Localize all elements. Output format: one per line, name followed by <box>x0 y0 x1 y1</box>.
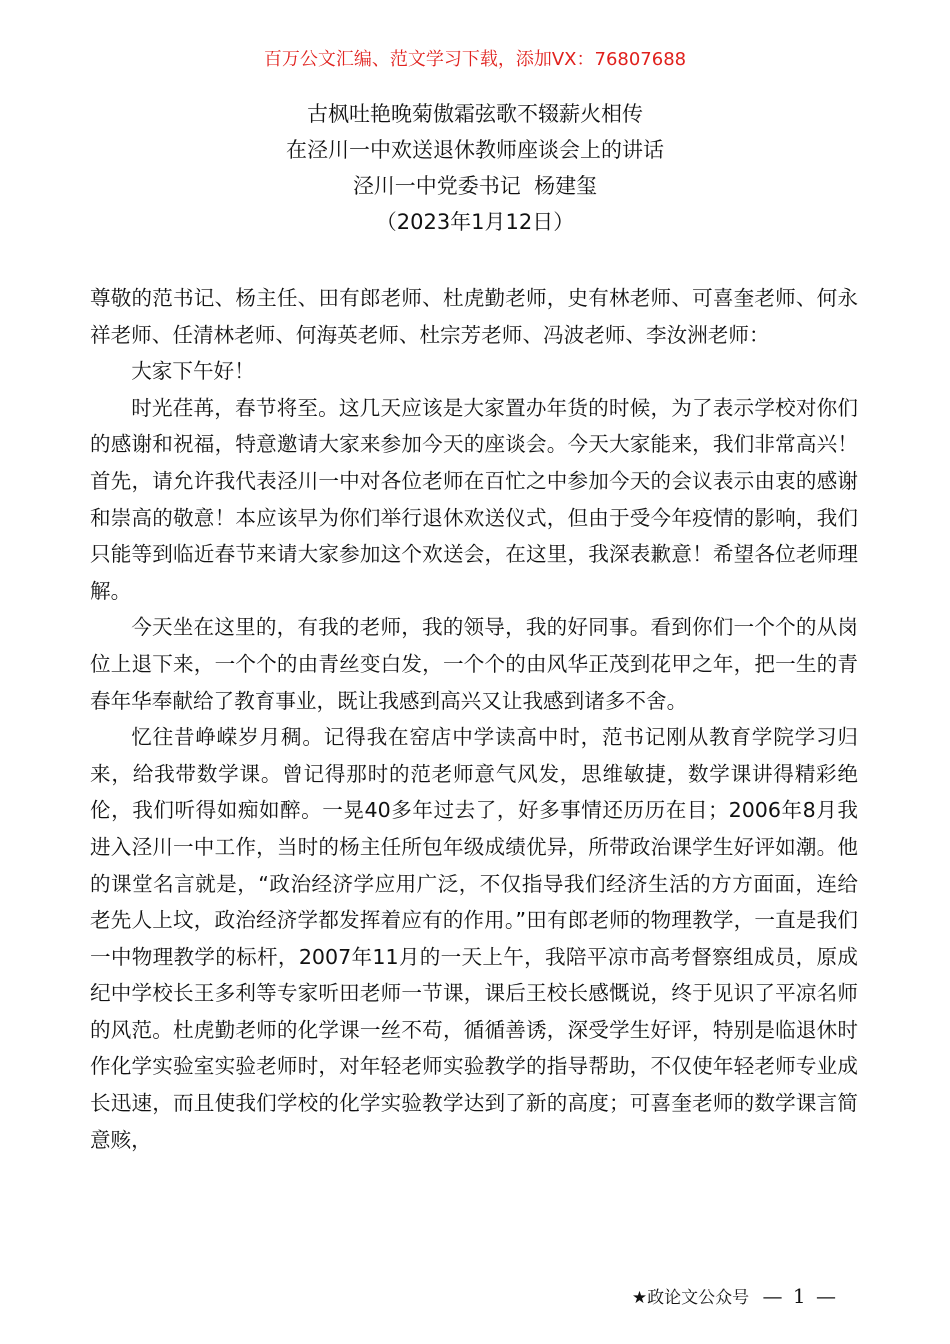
speech-subtitle: 在泾川一中欢送退休教师座谈会上的讲话 <box>286 138 664 162</box>
salutation: 尊敬的范书记、杨主任、田有郎老师、杜虎勤老师，史有林老师、可喜奎老师、何永祥老师、任清林老师、何海英老师、杜宗芳老师、冯波老师、李汝洲老师： <box>90 286 858 347</box>
speech-date: （2023年1月12日） <box>375 210 575 234</box>
paragraph-1: 时光荏苒，春节将至。这几天应该是大家置办年货的时候，为了表示学校对你们的感谢和祝福，特意邀请大家来参加今天的座谈会。今天大家能来，我们非常高兴！首先，请允许我代表泾川一中对各位老师在百忙之中参加今天的会议表示由衷的感谢和崇高的敬意！本应该早为你们举行退休欢送仪式，但由于受今年疫情的影响，我们只能等到临近春节来请大家参加这个欢送会，在这里，我深表歉意！希望各位老师理解。 <box>90 395 858 603</box>
page-number: — 1 — <box>762 1284 838 1308</box>
promo-banner: 百万公文汇编、范文学习下载，添加VX：76807688 <box>263 49 687 70</box>
speech-title: 古枫吐艳晚菊傲霜弦歌不辍薪火相传 <box>307 102 643 126</box>
speech-body <box>90 280 858 1158</box>
paragraph-3: 忆往昔峥嵘岁月稠。记得我在窑店中学读高中时，范书记刚从教育学院学习归来，给我带数学课。曾记得那时的范老师意气风发，思维敏捷，数学课讲得精彩绝伦，我们听得如痴如醉。一晃40多年过去了，好多事情还历历在目；2006年8月我进入泾川一中工作，当时的杨主任所包年级成绩优异，所带政治课学生好评如潮。他的课堂名言就是，“政治经济学应用广泛，不仅指导我们经济生活的方方面面，连给老先人上坟，政治经济学都发挥着应有的作用。”田有郎老师的物理教学，一直是我们一中物理教学的标杆，2007年11月的一天上午，我陪平凉市高考督察组成员，原成纪中学校长王多利等专家听田老师一节课，课后王校长感慨说，终于见识了平凉名师的风范。杜虎勤老师的化学课一丝不苟，循循善诱，深受学生好评，特别是临退休时作化学实验室实验老师时，对年轻老师实验教学的指导帮助，不仅使年轻老师专业成长迅速，而且使我们学校的化学实验教学达到了新的高度；可喜奎老师的数学课言简意赅， <box>90 725 858 1152</box>
paragraph-2: 今天坐在这里的，有我的老师，我的领导，我的好同事。看到你们一个个的从岗位上退下来，一个个的由青丝变白发，一个个的由风华正茂到花甲之年，把一生的青春年华奉献给了教育事业，既让我感到高兴又让我感到诸多不舍。 <box>90 615 858 713</box>
footer-source: ★政论文公众号 <box>631 1288 750 1308</box>
greeting: 大家下午好！ <box>131 359 255 384</box>
speech-author: 泾川一中党委书记 杨建玺 <box>352 174 598 198</box>
title-block <box>0 96 950 240</box>
page-footer <box>632 1284 838 1310</box>
